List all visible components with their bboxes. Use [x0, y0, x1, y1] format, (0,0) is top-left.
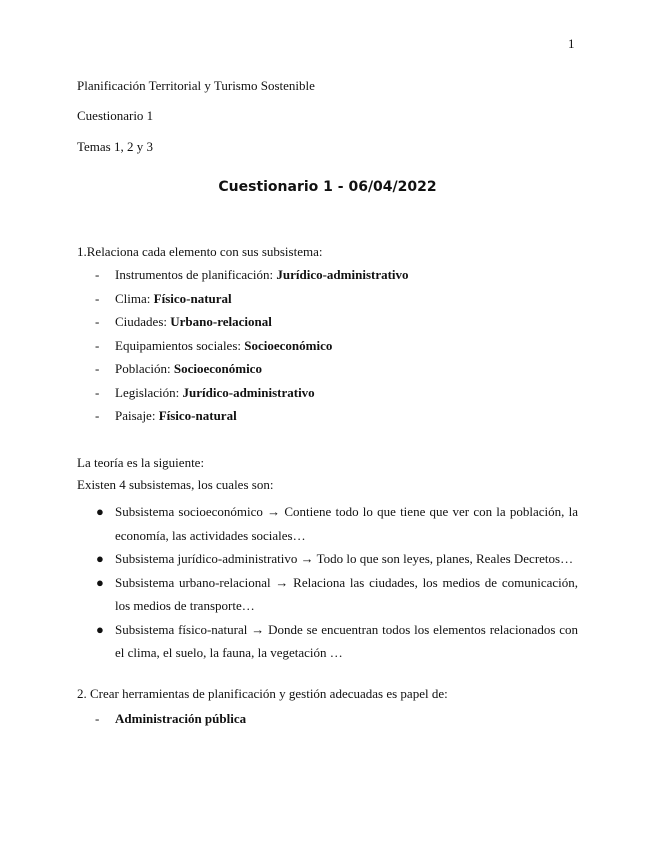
- dash-marker: -: [95, 337, 100, 353]
- item-label: Ciudades:: [115, 314, 171, 329]
- list-item: [95, 291, 409, 315]
- item-label: Clima:: [115, 290, 154, 306]
- course-name: Planificación Territorial y Turismo Sostenible: [77, 78, 315, 93]
- list-item: [96, 547, 578, 571]
- dash-marker: -: [95, 290, 100, 306]
- question-1-text: 1.Relaciona cada elemento con sus subsistema:: [77, 244, 323, 259]
- list-item: [96, 500, 578, 547]
- item-answer: Urbano-relacional: [170, 314, 272, 329]
- item-text: Subsistema socioeconómico → Contiene todo lo que tiene que ver con la población, la economía, las actividades sociales…: [115, 504, 578, 543]
- theory-intro: La teoría es la siguiente:: [77, 455, 205, 470]
- item-answer: Jurídico-administrativo: [182, 384, 315, 400]
- subsystems-list: [96, 500, 578, 665]
- item-text: Subsistema jurídico-administrativo → Todo lo que son leyes, planes, Reales Decretos…: [115, 551, 574, 566]
- list-item: [95, 385, 409, 409]
- item-answer: Físico-natural: [158, 408, 237, 423]
- list-item: [95, 408, 409, 432]
- bullet-icon: ●: [96, 574, 104, 590]
- item-answer: Físico-natural: [153, 290, 232, 306]
- item-label: Instrumentos de planificación:: [115, 267, 277, 282]
- item-label: Paisaje:: [115, 408, 159, 423]
- item-answer: Socioeconómico: [173, 361, 262, 376]
- item-answer: Administración pública: [115, 711, 247, 726]
- bullet-icon: ●: [96, 551, 104, 566]
- quiz-name: Cuestionario 1: [77, 108, 154, 123]
- list-item: [95, 267, 409, 291]
- item-label: Población:: [115, 361, 174, 376]
- question-1-answers: [95, 267, 409, 432]
- list-item: [96, 618, 578, 665]
- dash-marker: -: [95, 408, 100, 423]
- dash-marker: -: [95, 361, 100, 376]
- list-item: [95, 361, 409, 385]
- question-2-answers: [95, 711, 246, 735]
- item-answer: Socioeconómico: [244, 337, 333, 353]
- bullet-icon: ●: [96, 621, 104, 637]
- list-item: [95, 314, 409, 338]
- dash-marker: -: [95, 384, 100, 400]
- dash-marker: -: [95, 711, 100, 726]
- dash-marker: -: [95, 267, 100, 282]
- bullet-icon: ●: [96, 504, 104, 519]
- question-2-text: 2. Crear herramientas de planificación y gestión adecuadas es papel de:: [77, 686, 448, 701]
- list-item: [96, 571, 578, 618]
- item-label: Legislación:: [115, 384, 183, 400]
- item-answer: Jurídico-administrativo: [276, 267, 409, 282]
- topics-line: Temas 1, 2 y 3: [77, 139, 153, 154]
- item-text: Subsistema urbano-relacional → Relaciona las ciudades, los medios de comunicación, los medios de transporte…: [115, 574, 578, 613]
- list-item: [95, 711, 246, 735]
- dash-marker: -: [95, 314, 100, 329]
- item-label: Equipamientos sociales:: [115, 337, 245, 353]
- page-number: 1: [568, 36, 575, 51]
- document-title: Cuestionario 1 - 06/04/2022: [218, 179, 437, 195]
- theory-count: Existen 4 subsistemas, los cuales son:: [77, 477, 274, 492]
- item-text: Subsistema físico-natural → Donde se encuentran todos los elementos relacionados con el clima, el suelo, la fauna, la vegetación …: [115, 621, 578, 660]
- list-item: [95, 338, 409, 362]
